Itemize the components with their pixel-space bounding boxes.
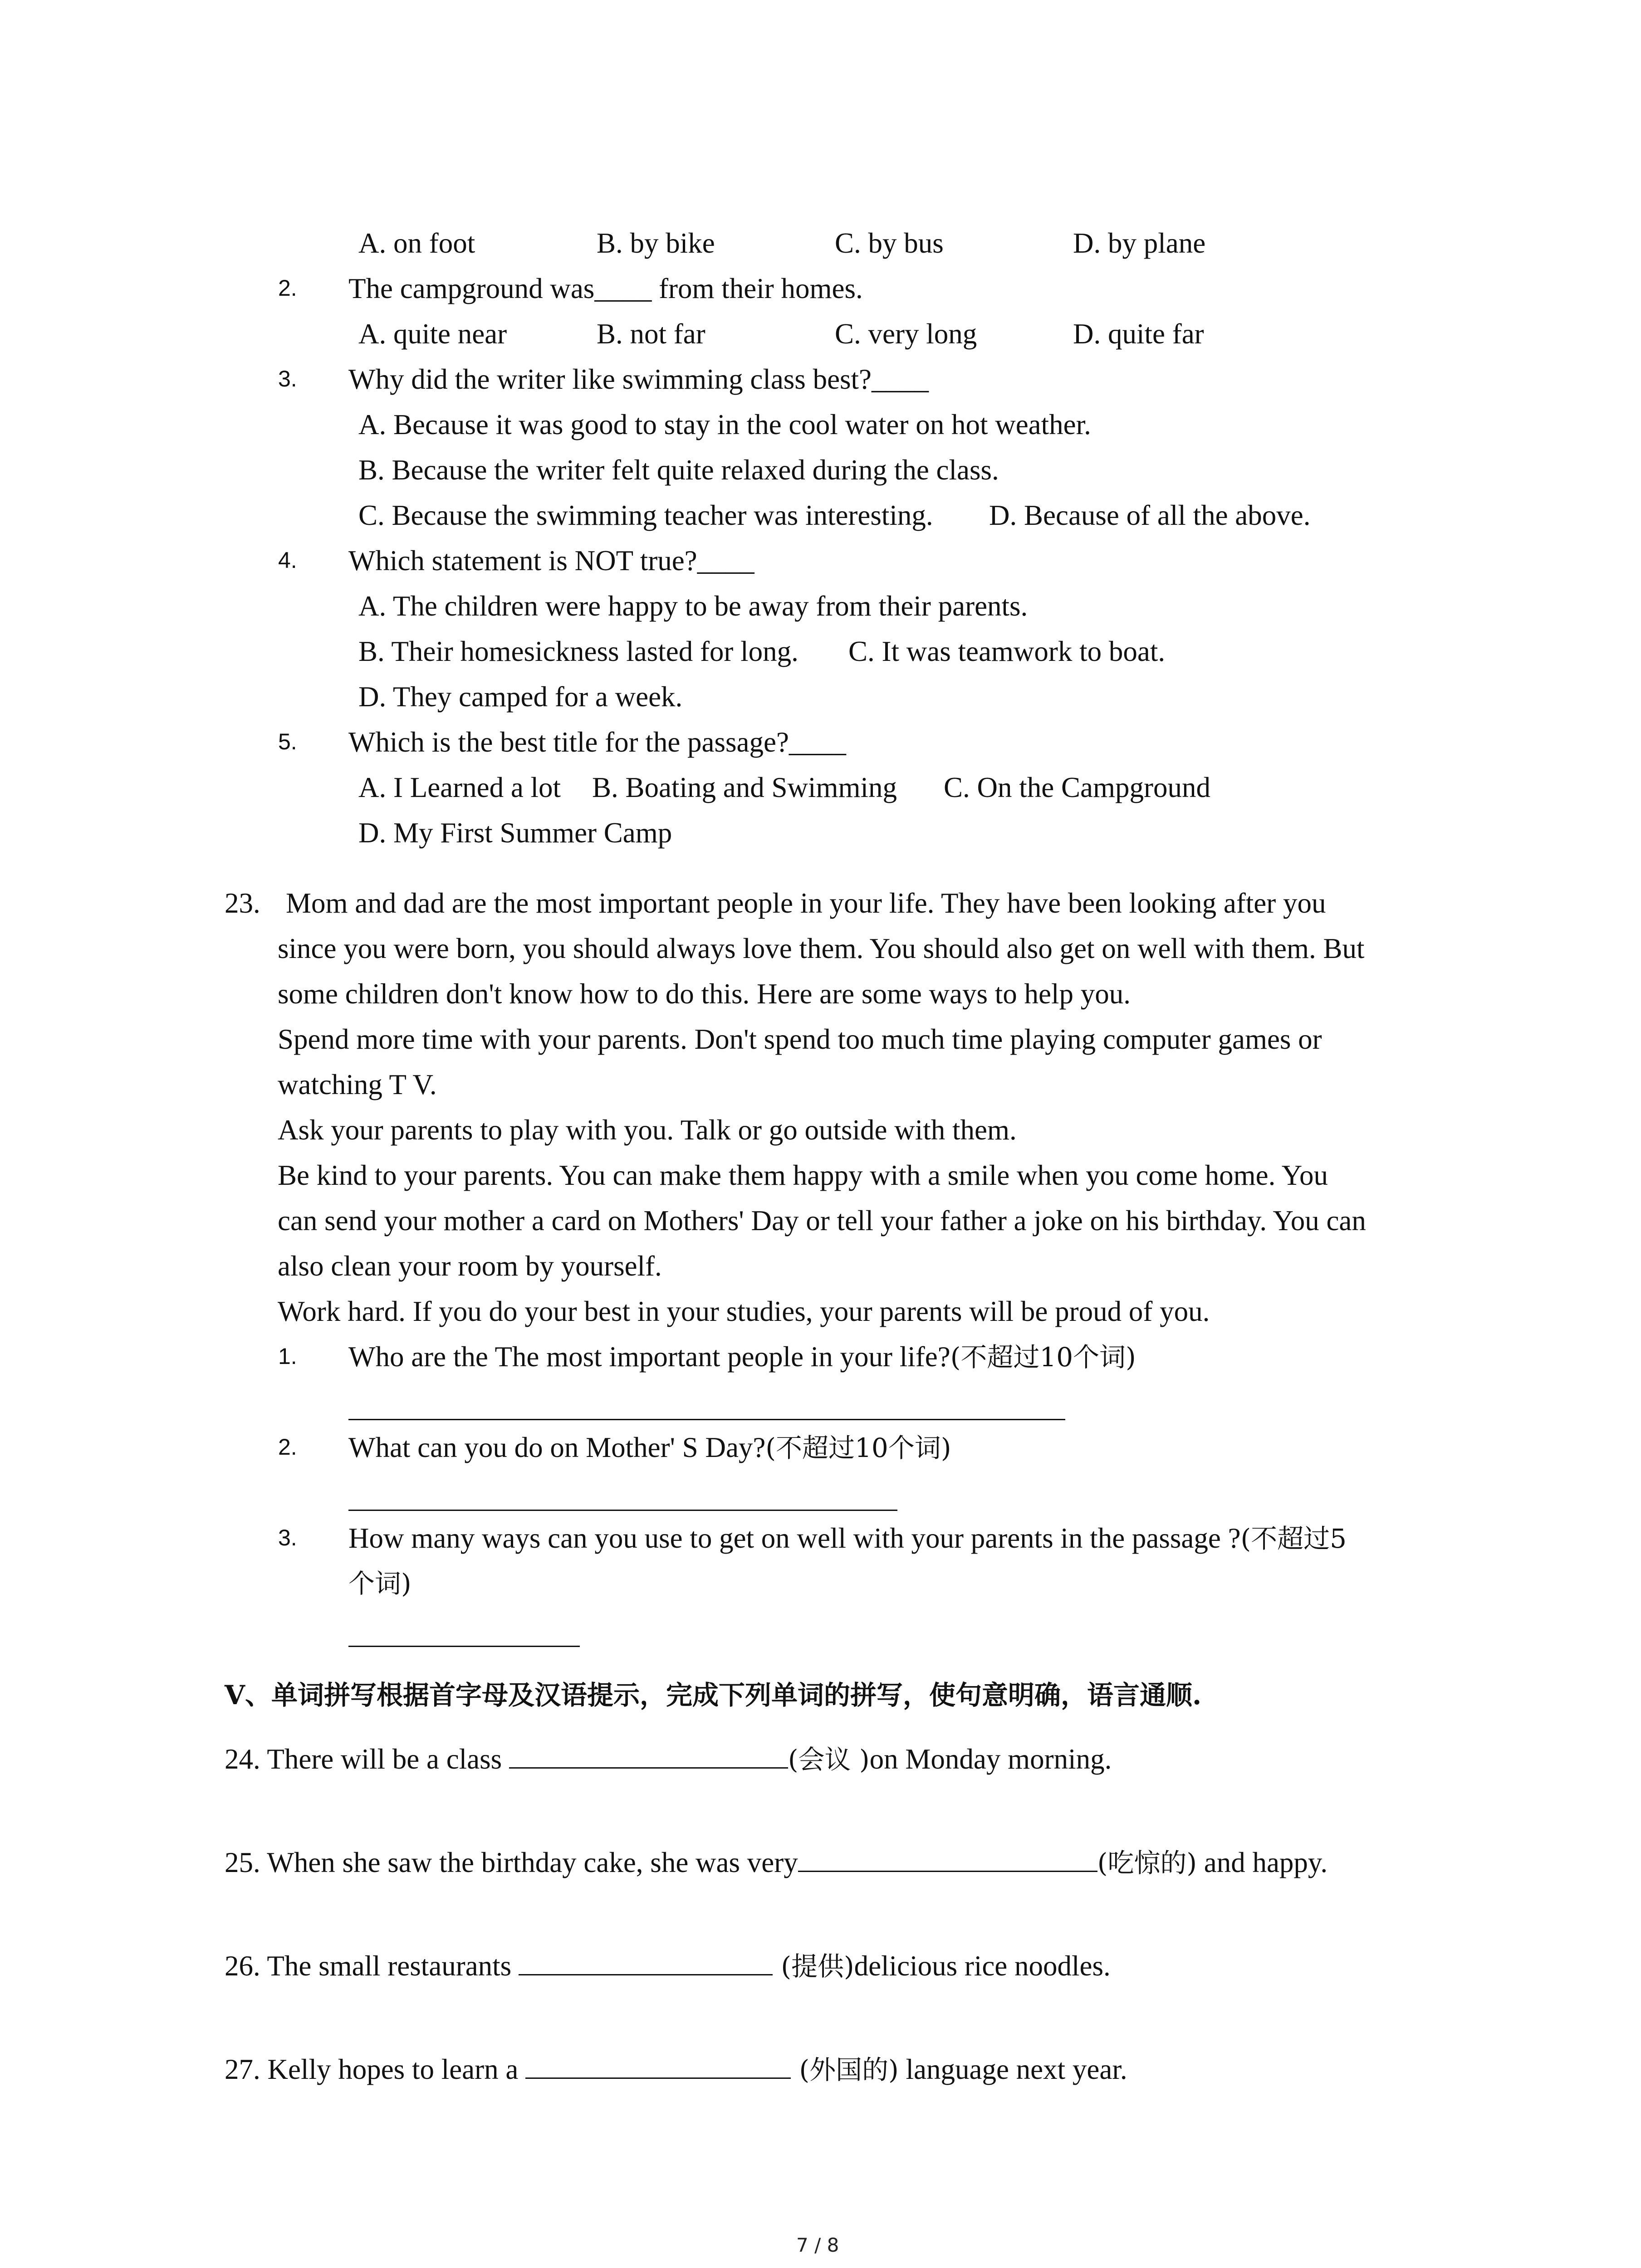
passage-line: Mom and dad are the most important people in your life. They have been looking after you (286, 887, 1326, 919)
option-d: D. My First Summer Camp (358, 817, 672, 849)
option-b: B. Because the writer felt quite relaxed during the class. (358, 454, 999, 486)
question-stem: The campground was____ from their homes. (348, 273, 863, 304)
question-number: 1. (278, 1344, 297, 1369)
question-text (348, 1524, 1347, 1553)
word-limit-note: (不超过10个词) (950, 1342, 1136, 1373)
item-number: 24. (225, 1743, 260, 1775)
option-d: D. They camped for a week. (358, 681, 683, 713)
option-d: D. Because of all the above. (989, 499, 1311, 531)
chinese-hint: (提供) (772, 1951, 854, 1982)
passage-line: can send your mother a card on Mothers' Day or tell your father a joke on his birthday. You can (278, 1205, 1366, 1237)
question-number: 3. (278, 366, 297, 391)
question-number: 23. (225, 887, 260, 919)
item-text: language next year. (898, 2053, 1127, 2085)
option-d: D. quite far (1073, 318, 1204, 350)
question-number: 5. (278, 729, 297, 754)
fill-item (225, 2052, 1127, 2084)
item-text: delicious rice noodles. (854, 1950, 1111, 1982)
option-a: A. on foot (358, 227, 475, 259)
question-stem: What can you do on Mother' S Day? (348, 1432, 766, 1463)
passage-line: since you were born, you should always love them. You should also get on well with them. But (278, 933, 1365, 964)
word-limit-note: (不超过10个词) (765, 1432, 951, 1463)
option-a: A. Because it was good to stay in the cool water on hot weather. (358, 409, 1091, 440)
chinese-hint: (吃惊的) (1097, 1848, 1197, 1878)
passage-line: Be kind to your parents. You can make them happy with a smile when you come home. You (278, 1159, 1328, 1191)
answer-line[interactable] (348, 1646, 580, 1647)
item-number: 25. (225, 1847, 260, 1878)
question-text (348, 1343, 1136, 1371)
option-a: A. The children were happy to be away from their parents. (358, 590, 1028, 622)
question-number: 2. (278, 275, 297, 301)
fill-item (225, 1742, 1112, 1774)
item-text: When she saw the birthday cake, she was very (267, 1847, 798, 1878)
item-text: The small restaurants (267, 1950, 519, 1982)
option-a: A. I Learned a lot (358, 772, 561, 803)
passage-line: also clean your room by yourself. (278, 1250, 662, 1282)
item-text: on Monday morning. (869, 1743, 1112, 1775)
answer-blank[interactable] (519, 1949, 773, 1975)
option-c: C. On the Campground (944, 772, 1210, 803)
question-stem: Who are the The most important people in your life? (348, 1341, 950, 1373)
page-number: 7 / 8 (796, 2234, 839, 2256)
question-number: 2. (278, 1434, 297, 1460)
answer-line[interactable] (348, 1419, 1065, 1420)
answer-blank[interactable] (509, 1742, 788, 1769)
option-c: C. It was teamwork to boat. (848, 635, 1166, 667)
item-text: Kelly hopes to learn a (267, 2053, 526, 2085)
option-b: B. by bike (597, 227, 715, 259)
question-stem: Why did the writer like swimming class best?____ (348, 363, 929, 395)
question-number: 3. (278, 1525, 297, 1550)
option-b: B. Boating and Swimming (592, 772, 897, 803)
passage-line: watching T V. (278, 1069, 437, 1100)
chinese-hint: (会议 ) (788, 1744, 870, 1775)
option-c: C. very long (835, 318, 977, 350)
passage-line: Ask your parents to play with you. Talk or go outside with them. (278, 1114, 1017, 1146)
question-text (348, 1433, 951, 1462)
passage-line: Work hard. If you do your best in your studies, your parents will be proud of you. (278, 1295, 1210, 1327)
item-text: and happy. (1196, 1847, 1328, 1878)
section-heading: Ⅴ、单词拼写根据首字母及汉语提示，完成下列单词的拼写，使句意明确，语言通顺. (225, 1680, 1202, 1711)
passage-line: some children don't know how to do this. Here are some ways to help you. (278, 978, 1131, 1010)
option-a: A. quite near (358, 318, 507, 350)
item-number: 27. (225, 2053, 260, 2085)
option-b: B. Their homesickness lasted for long. (358, 635, 798, 667)
fill-item (225, 1845, 1327, 1877)
item-number: 26. (225, 1950, 260, 1982)
passage-line: Spend more time with your parents. Don't spend too much time playing computer games or (278, 1023, 1322, 1055)
answer-blank[interactable] (798, 1845, 1097, 1872)
answer-line[interactable] (348, 1510, 897, 1511)
fill-item (225, 1949, 1111, 1980)
question-stem: Which is the best title for the passage?____ (348, 726, 846, 758)
option-d: D. by plane (1073, 227, 1206, 259)
question-number: 4. (278, 547, 297, 573)
word-limit-note: 个词) (348, 1568, 411, 1599)
question-stem: Which statement is NOT true?____ (348, 545, 754, 577)
option-b: B. not far (597, 318, 705, 350)
answer-blank[interactable] (525, 2052, 791, 2079)
word-limit-note: (不超过5 (1240, 1523, 1347, 1554)
question-stem: How many ways can you use to get on well with your parents in the passage ? (348, 1522, 1241, 1554)
item-text: There will be a class (267, 1743, 509, 1775)
option-c: C. by bus (835, 227, 944, 259)
option-c: C. Because the swimming teacher was interesting. (358, 499, 933, 531)
chinese-hint: (外国的) (791, 2054, 899, 2085)
